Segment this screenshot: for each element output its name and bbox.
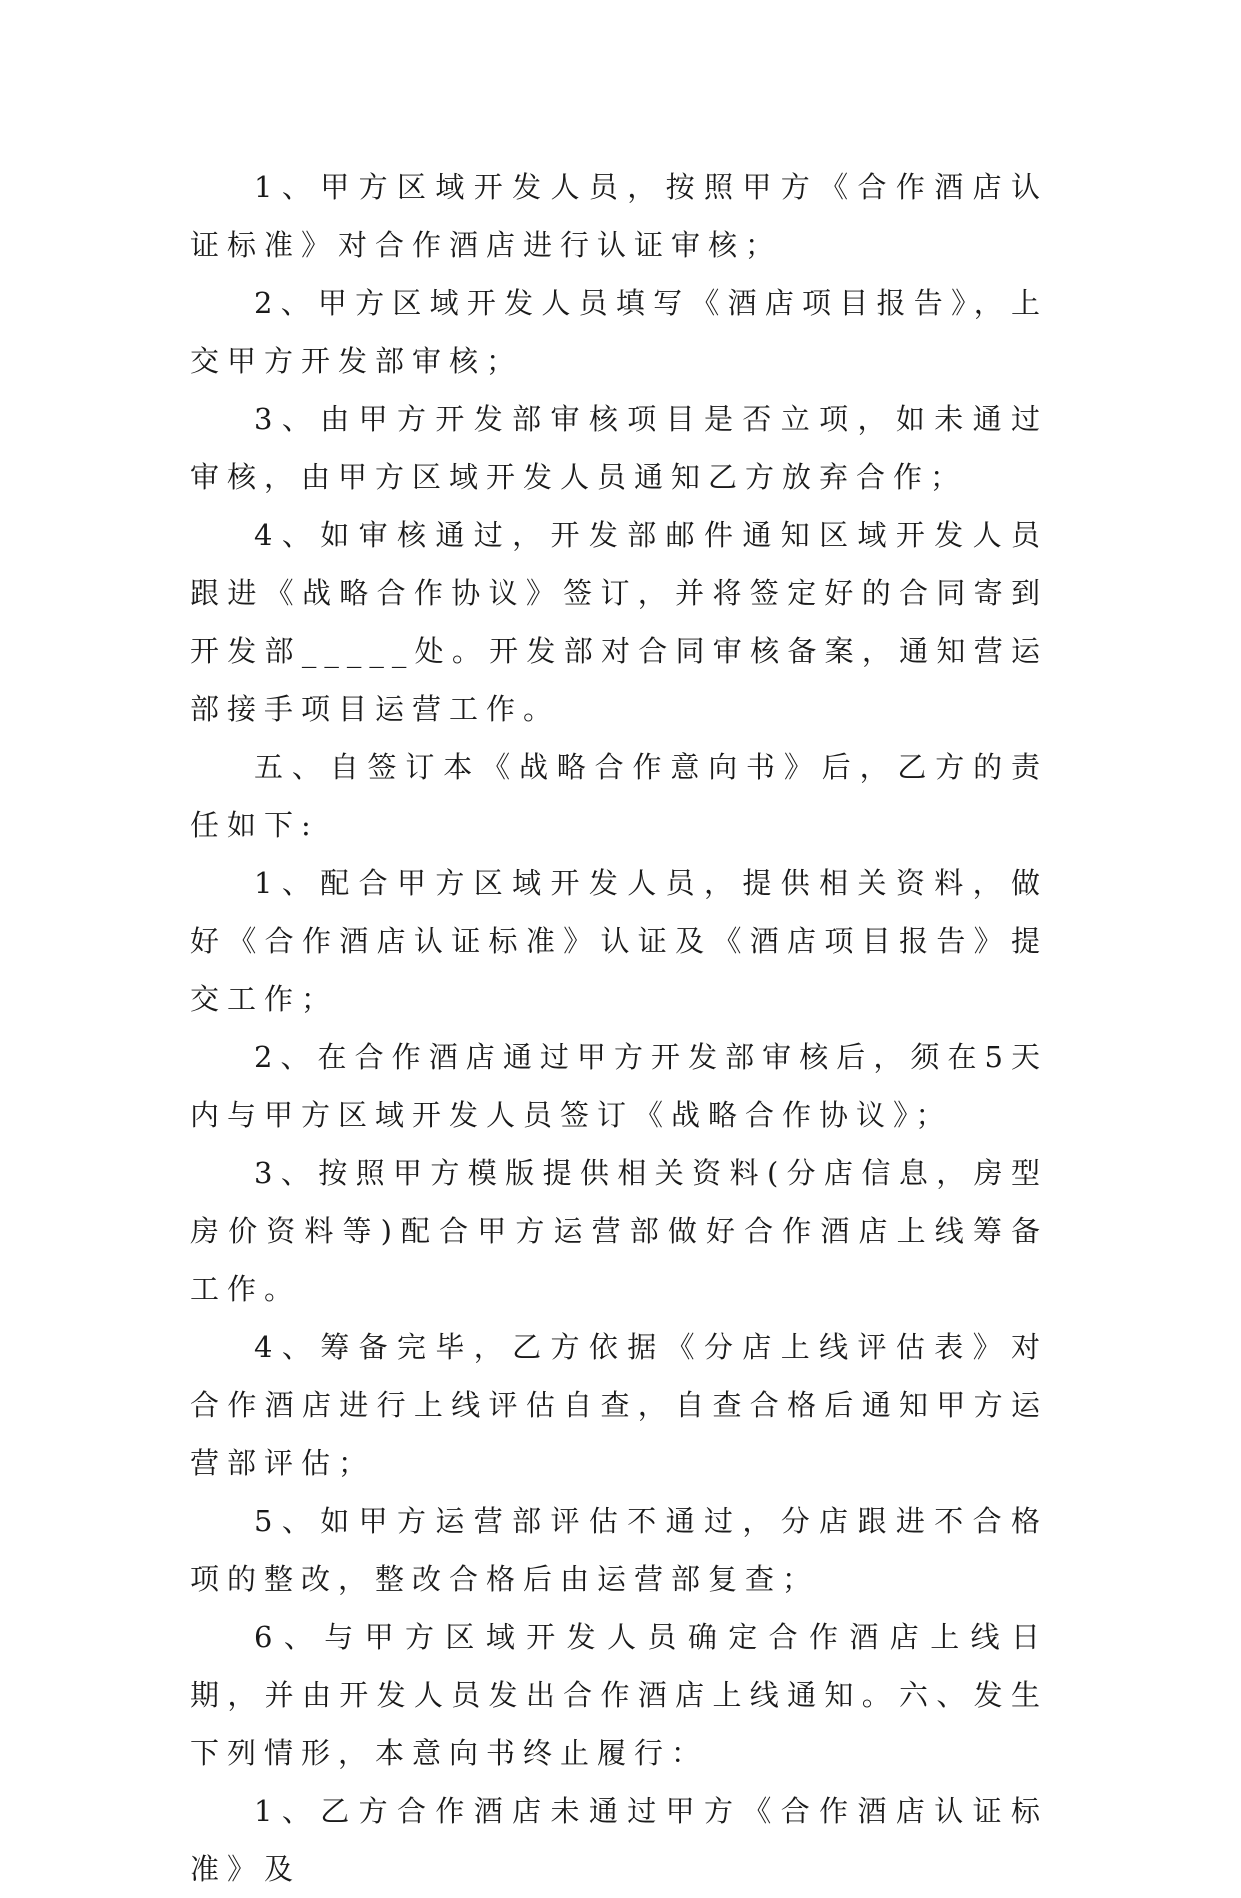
clause-paragraph: 4、筹备完毕，乙方依据《分店上线评估表》对合作酒店进行上线评估自查，自查合格后通知甲方运营部评估； <box>190 1330 1048 1480</box>
clause-paragraph: 5、如甲方运营部评估不通过，分店跟进不合格项的整改，整改合格后由运营部复查； <box>190 1504 1048 1596</box>
clause-paragraph: 1、甲方区域开发人员，按照甲方《合作酒店认证标准》对合作酒店进行认证审核； <box>190 170 1048 262</box>
clause-paragraph: 6、与甲方区域开发人员确定合作酒店上线日期，并由开发人员发出合作酒店上线通知。六、发生下列情形，本意向书终止履行： <box>190 1620 1048 1770</box>
clause-paragraph: 3、由甲方开发部审核项目是否立项，如未通过审核，由甲方区域开发人员通知乙方放弃合作； <box>190 402 1048 494</box>
section-heading: 五、自签订本《战略合作意向书》后，乙方的责任如下: <box>190 750 1048 842</box>
clause-paragraph: 4、如审核通过，开发部邮件通知区域开发人员跟进《战略合作协议》签订，并将签定好的合同寄到开发部_____处。开发部对合同审核备案，通知营运部接手项目运营工作。 <box>190 518 1048 726</box>
clause-paragraph: 3、按照甲方模版提供相关资料(分店信息，房型房价资料等)配合甲方运营部做好合作酒店上线筹备工作。 <box>190 1156 1048 1306</box>
clause-paragraph: 1、乙方合作酒店未通过甲方《合作酒店认证标准》及 <box>190 1794 1048 1886</box>
clause-paragraph: 1、配合甲方区域开发人员，提供相关资料，做好《合作酒店认证标准》认证及《酒店项目报告》提交工作； <box>190 866 1048 1016</box>
clause-paragraph: 2、在合作酒店通过甲方开发部审核后，须在5天内与甲方区域开发人员签订《战略合作协议》； <box>190 1040 1048 1132</box>
document-body <box>190 158 1048 1898</box>
clause-paragraph: 2、甲方区域开发人员填写《酒店项目报告》，上交甲方开发部审核； <box>190 286 1048 378</box>
